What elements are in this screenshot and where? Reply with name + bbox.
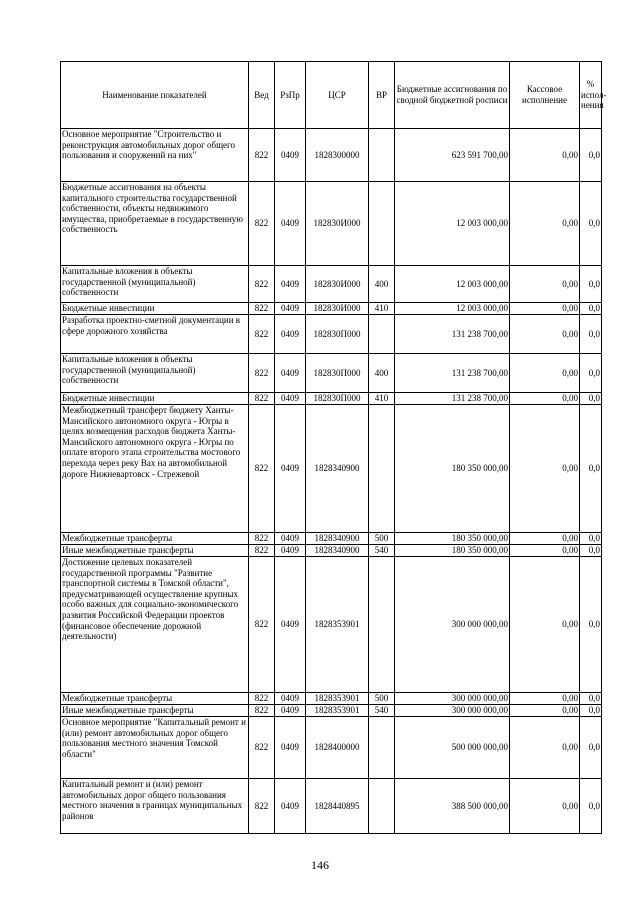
row-csr: 182830П000 (306, 354, 369, 393)
row-name: Капитальный ремонт и (или) ремонт автомобильных дорог общего пользования местного значения в границах муниципальных районов (61, 779, 249, 834)
row-execution: 0,00 (510, 705, 580, 717)
row-ved: 822 (249, 315, 275, 354)
row-vr (369, 182, 395, 266)
row-execution: 0,00 (510, 717, 580, 779)
row-allocations: 131 238 700,00 (395, 315, 510, 354)
table-row (61, 303, 602, 315)
table-row (61, 182, 602, 266)
table-row (61, 705, 602, 717)
row-vr (369, 315, 395, 354)
row-csr: 1828300000 (306, 129, 369, 182)
row-vr: 410 (369, 303, 395, 315)
row-vr: 400 (369, 354, 395, 393)
row-vr (369, 717, 395, 779)
row-ved: 822 (249, 129, 275, 182)
row-csr: 1828340900 (306, 405, 369, 533)
row-rzpr: 0409 (275, 405, 306, 533)
row-csr: 1828353901 (306, 705, 369, 717)
row-execution: 0,00 (510, 315, 580, 354)
row-ved: 822 (249, 693, 275, 705)
table-row (61, 354, 602, 393)
row-allocations: 12 003 000,00 (395, 266, 510, 303)
row-execution: 0,00 (510, 779, 580, 834)
header-name: Наименование показателей (61, 62, 249, 129)
row-vr: 540 (369, 705, 395, 717)
row-csr: 182830П000 (306, 393, 369, 405)
row-csr: 182830И000 (306, 266, 369, 303)
row-name: Бюджетные инвестиции (61, 303, 249, 315)
row-execution: 0,00 (510, 557, 580, 693)
row-rzpr: 0409 (275, 717, 306, 779)
row-percent: 0,0 (580, 405, 602, 533)
table-row (61, 315, 602, 354)
row-vr (369, 779, 395, 834)
row-csr: 1828353901 (306, 693, 369, 705)
row-allocations: 180 350 000,00 (395, 533, 510, 545)
row-rzpr: 0409 (275, 266, 306, 303)
row-allocations: 180 350 000,00 (395, 405, 510, 533)
row-allocations: 180 350 000,00 (395, 545, 510, 557)
page-number: 146 (311, 858, 329, 872)
row-name: Разработка проектно-сметной документации в сфере дорожного хозяйства (61, 315, 249, 354)
table-row (61, 533, 602, 545)
row-csr: 1828400000 (306, 717, 369, 779)
table-row (61, 557, 602, 693)
row-percent: 0,0 (580, 266, 602, 303)
row-percent: 0,0 (580, 393, 602, 405)
row-vr (369, 557, 395, 693)
header-ved: Вед (249, 62, 275, 129)
row-allocations: 500 000 000,00 (395, 717, 510, 779)
row-execution: 0,00 (510, 354, 580, 393)
row-vr: 500 (369, 533, 395, 545)
row-name: Межбюджетные трансферты (61, 533, 249, 545)
row-ved: 822 (249, 182, 275, 266)
row-ved: 822 (249, 405, 275, 533)
row-vr: 400 (369, 266, 395, 303)
row-vr: 540 (369, 545, 395, 557)
row-execution: 0,00 (510, 266, 580, 303)
row-name: Иные межбюджетные трансферты (61, 545, 249, 557)
header-percent: % испол-нения (580, 62, 602, 129)
row-name: Основное мероприятие "Строительство и реконструкция автомобильных дорог общего пользования и сооружений на них" (61, 129, 249, 182)
row-name: Бюджетные ассигнования на объекты капитального строительства государственной собственности, объекты недвижимого имущества, приобретаемые в государственную собственность (61, 182, 249, 266)
row-percent: 0,0 (580, 705, 602, 717)
row-percent: 0,0 (580, 693, 602, 705)
row-rzpr: 0409 (275, 315, 306, 354)
header-vr: ВР (369, 62, 395, 129)
row-allocations: 12 003 000,00 (395, 303, 510, 315)
row-percent: 0,0 (580, 779, 602, 834)
row-rzpr: 0409 (275, 693, 306, 705)
row-rzpr: 0409 (275, 354, 306, 393)
row-ved: 822 (249, 717, 275, 779)
header-csr: ЦСР (306, 62, 369, 129)
row-allocations: 300 000 000,00 (395, 557, 510, 693)
row-execution: 0,00 (510, 129, 580, 182)
row-percent: 0,0 (580, 717, 602, 779)
table-row (61, 266, 602, 303)
row-vr: 500 (369, 693, 395, 705)
row-percent: 0,0 (580, 557, 602, 693)
table-header-row (61, 62, 602, 129)
row-name: Межбюджетный трансферт бюджету Ханты-Мансийского автономного округа - Югры в целях возмещения расходов бюджета Ханты-Мансийского автономного округа - Югры по оплате второго этапа строительства мостового перехода через реку Вах на автомобильной дороге Нижневартовск - Стрежевой (61, 405, 249, 533)
row-rzpr: 0409 (275, 705, 306, 717)
header-execution: Кассовое исполнение (510, 62, 580, 129)
row-csr: 1828440895 (306, 779, 369, 834)
row-name: Иные межбюджетные трансферты (61, 705, 249, 717)
row-rzpr: 0409 (275, 545, 306, 557)
row-percent: 0,0 (580, 315, 602, 354)
row-rzpr: 0409 (275, 303, 306, 315)
row-ved: 822 (249, 779, 275, 834)
row-allocations: 131 238 700,00 (395, 393, 510, 405)
row-rzpr: 0409 (275, 533, 306, 545)
row-csr: 182830И000 (306, 303, 369, 315)
table-row (61, 129, 602, 182)
row-ved: 822 (249, 354, 275, 393)
row-name: Капитальные вложения в объекты государственной (муниципальной) собственности (61, 266, 249, 303)
header-allocations: Бюджетные ассигнования по сводной бюджетной росписи (395, 62, 510, 129)
header-rzpr: РзПр (275, 62, 306, 129)
row-execution: 0,00 (510, 182, 580, 266)
row-allocations: 12 003 000,00 (395, 182, 510, 266)
row-percent: 0,0 (580, 303, 602, 315)
row-ved: 822 (249, 533, 275, 545)
row-allocations: 131 238 700,00 (395, 354, 510, 393)
row-percent: 0,0 (580, 545, 602, 557)
row-rzpr: 0409 (275, 129, 306, 182)
row-rzpr: 0409 (275, 779, 306, 834)
row-ved: 822 (249, 393, 275, 405)
row-execution: 0,00 (510, 693, 580, 705)
row-csr: 1828340900 (306, 545, 369, 557)
row-execution: 0,00 (510, 405, 580, 533)
row-csr: 182830И000 (306, 182, 369, 266)
row-ved: 822 (249, 303, 275, 315)
row-rzpr: 0409 (275, 182, 306, 266)
budget-table (60, 61, 607, 834)
table-row (61, 393, 602, 405)
row-allocations: 300 000 000,00 (395, 705, 510, 717)
table-row (61, 779, 602, 834)
row-execution: 0,00 (510, 545, 580, 557)
row-csr: 1828340900 (306, 533, 369, 545)
row-ved: 822 (249, 266, 275, 303)
table-row (61, 545, 602, 557)
row-ved: 822 (249, 545, 275, 557)
row-vr: 410 (369, 393, 395, 405)
row-name: Межбюджетные трансферты (61, 693, 249, 705)
row-execution: 0,00 (510, 303, 580, 315)
table-row (61, 717, 602, 779)
row-name: Достижение целевых показателей государственной программы "Развитие транспортной системы в Томской области", предусматривающей осуществление крупных особо важных для социально-экономического развития Российской Федерации проектов (финансовое обеспечение дорожной деятельности) (61, 557, 249, 693)
row-name: Капитальные вложения в объекты государственной (муниципальной) собственности (61, 354, 249, 393)
row-csr: 1828353901 (306, 557, 369, 693)
row-rzpr: 0409 (275, 557, 306, 693)
row-allocations: 388 500 000,00 (395, 779, 510, 834)
row-percent: 0,0 (580, 182, 602, 266)
row-execution: 0,00 (510, 393, 580, 405)
row-percent: 0,0 (580, 129, 602, 182)
table-row (61, 693, 602, 705)
row-percent: 0,0 (580, 533, 602, 545)
row-name: Бюджетные инвестиции (61, 393, 249, 405)
row-rzpr: 0409 (275, 393, 306, 405)
row-vr (369, 129, 395, 182)
row-execution: 0,00 (510, 533, 580, 545)
row-allocations: 623 591 700,00 (395, 129, 510, 182)
row-ved: 822 (249, 557, 275, 693)
row-csr: 182830П000 (306, 315, 369, 354)
row-percent: 0,0 (580, 354, 602, 393)
table-row (61, 405, 602, 533)
row-name: Основное мероприятие "Капитальный ремонт и (или) ремонт автомобильных дорог общего пользования местного значения Томской области" (61, 717, 249, 779)
row-ved: 822 (249, 705, 275, 717)
row-allocations: 300 000 000,00 (395, 693, 510, 705)
row-vr (369, 405, 395, 533)
